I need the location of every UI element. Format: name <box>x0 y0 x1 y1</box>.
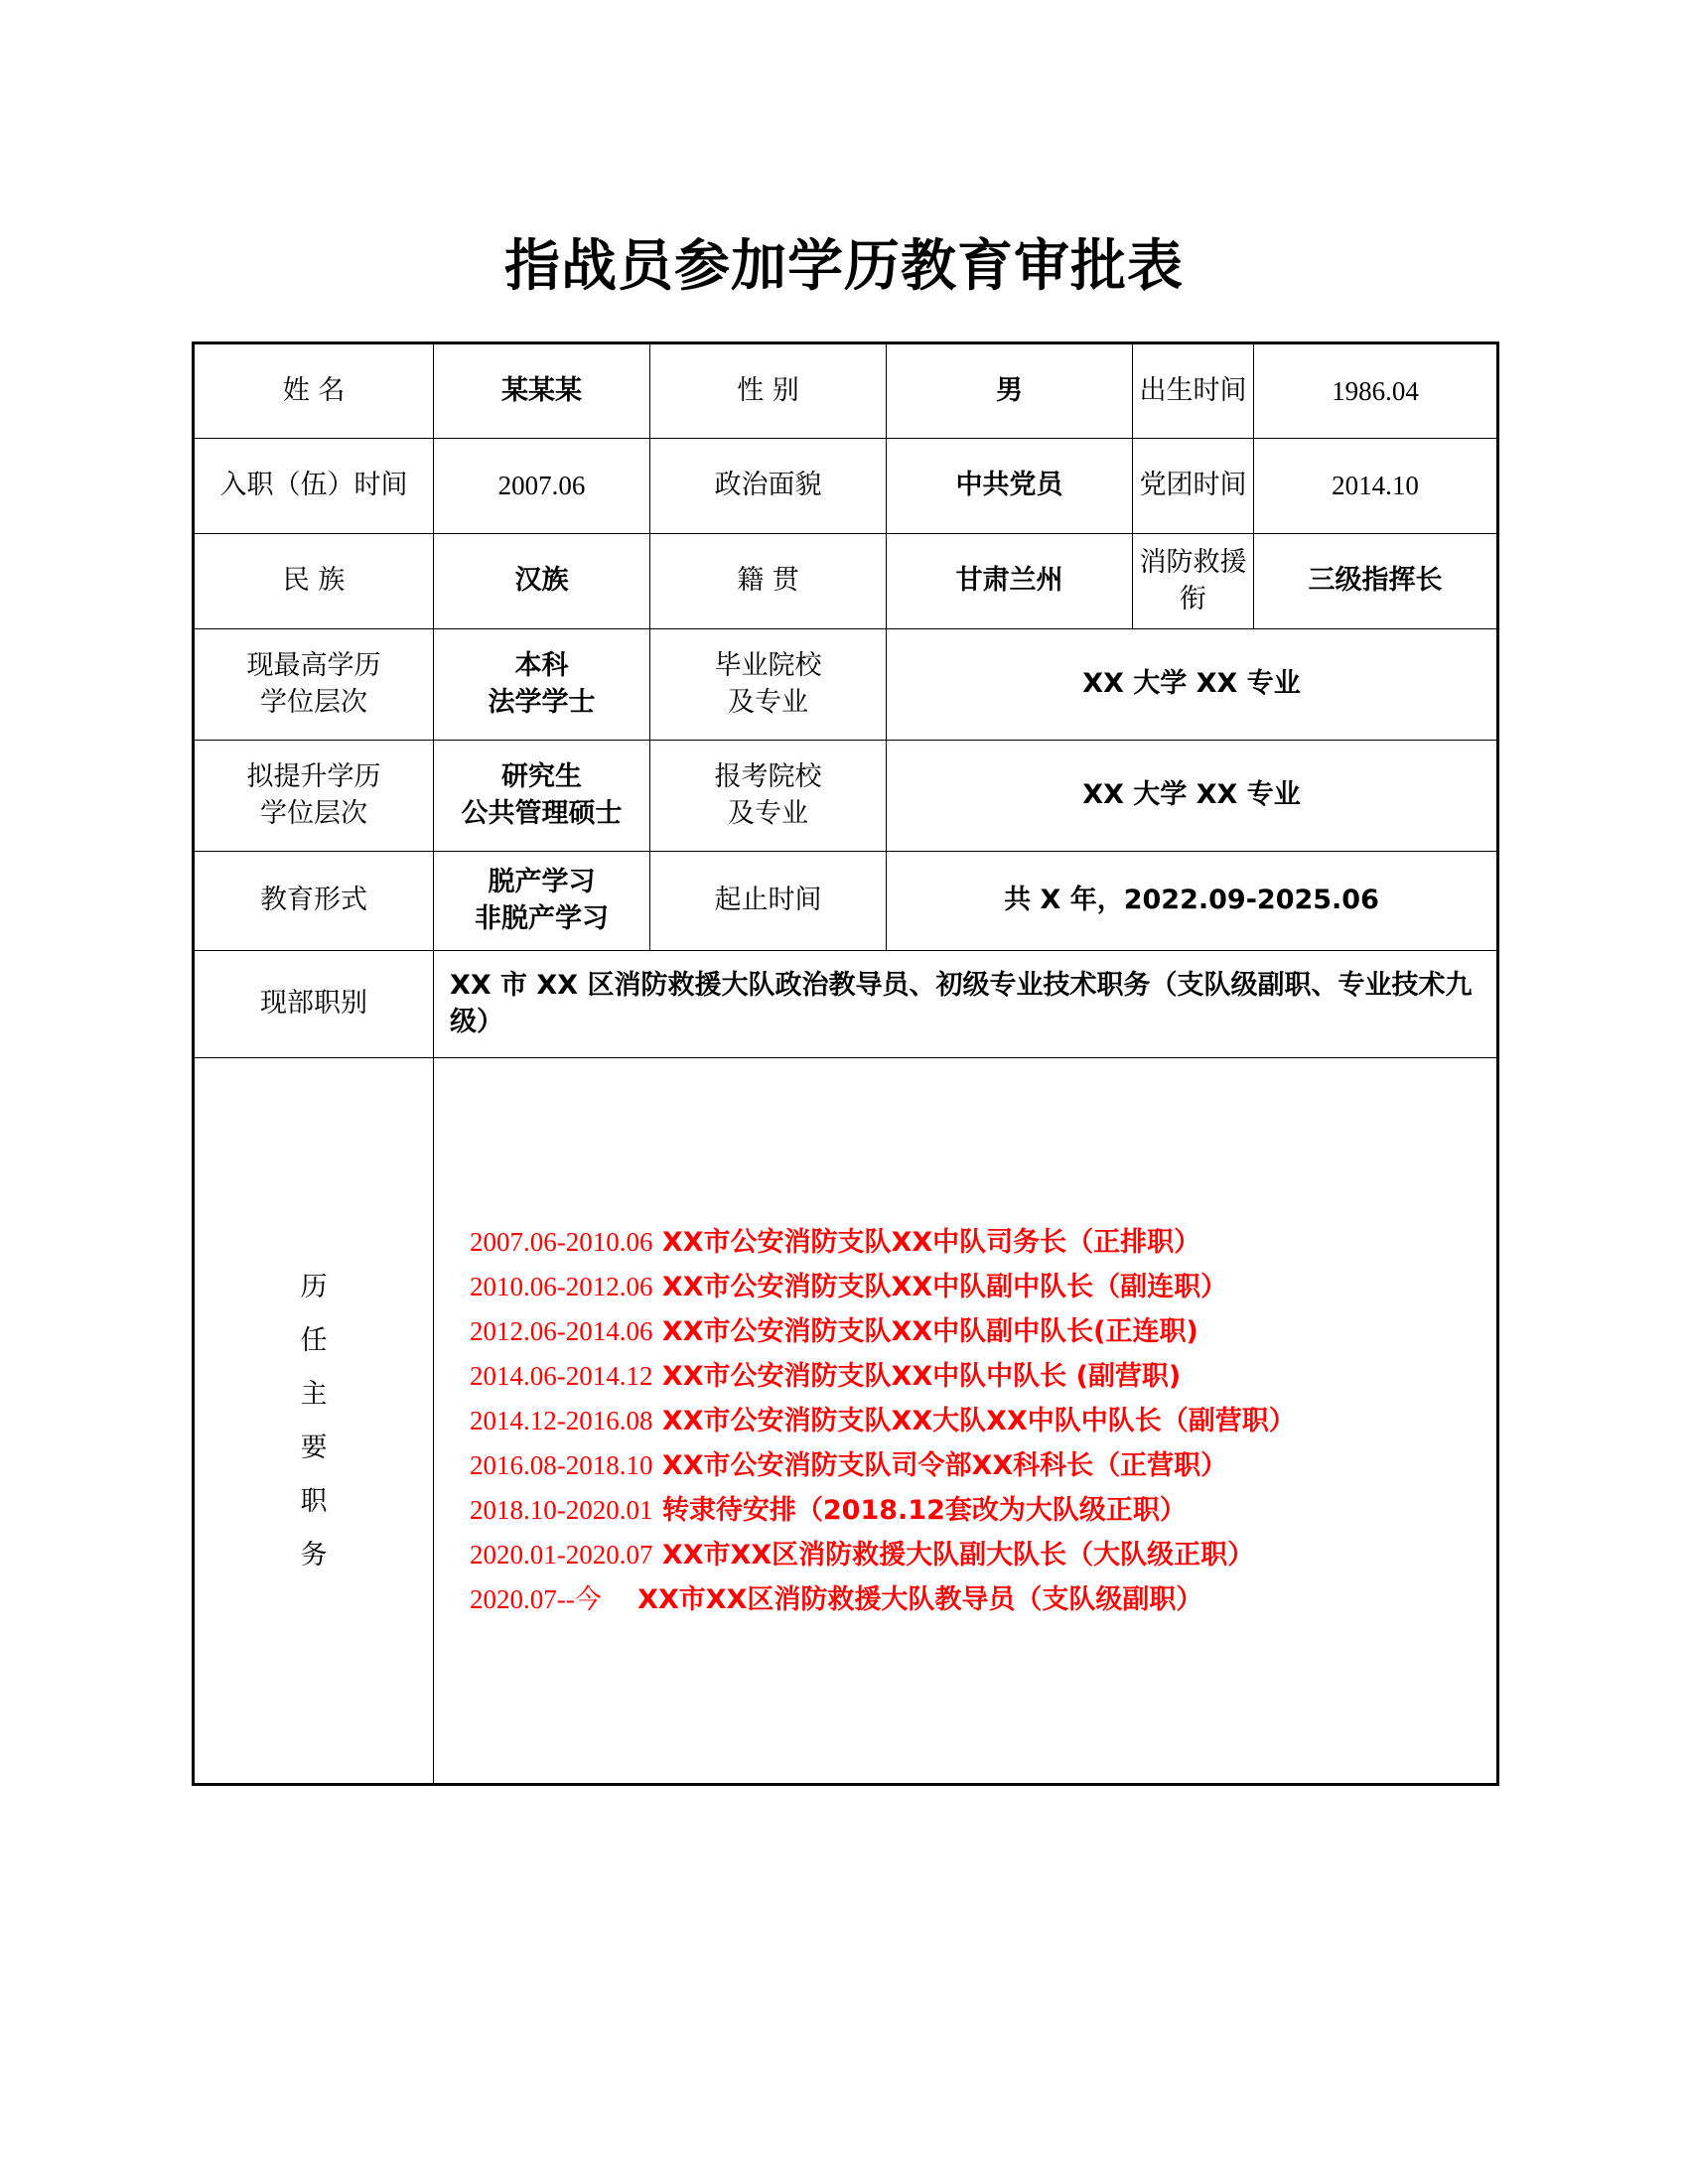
target-education-label-line2: 学位层次 <box>260 797 367 829</box>
enlist-date-label: 入职（伍）时间 <box>194 439 434 534</box>
origin-label: 籍 贯 <box>650 534 887 629</box>
graduate-school-value[interactable]: XX 大学 XX 专业 <box>887 629 1498 741</box>
fire-rank-label-line1: 消防救援 <box>1139 547 1247 579</box>
apply-school-value[interactable]: XX 大学 XX 专业 <box>887 741 1498 852</box>
highest-education-value-line1: 本科 <box>514 650 569 682</box>
career-history-item-text: XX市XX区消防救援大队教导员（支队级副职） <box>601 1583 1203 1615</box>
career-history-list <box>470 1220 1496 1622</box>
career-history-item <box>470 1265 1496 1309</box>
career-history-item <box>470 1533 1496 1577</box>
graduate-school-label-line1: 毕业院校 <box>714 650 822 682</box>
career-history-item-date: 2018.10-2020.01 <box>470 1494 653 1525</box>
current-position-value[interactable]: XX 市 XX 区消防救援大队政治教导员、初级专业技术职务（支队级副职、专业技术九级） <box>434 951 1498 1058</box>
gender-label: 性 别 <box>650 343 887 439</box>
table-row-career-history <box>194 1058 1498 1785</box>
career-history-item <box>470 1488 1496 1533</box>
table-row-current-education <box>194 629 1498 741</box>
career-history-item-date: 2010.06-2012.06 <box>470 1271 653 1301</box>
table-row-target-education <box>194 741 1498 852</box>
career-history-item-date: 2012.06-2014.06 <box>470 1315 653 1346</box>
education-form-label: 教育形式 <box>194 852 434 951</box>
table-row-basic-3 <box>194 534 1498 629</box>
career-history-item-text: XX市公安消防支队XX中队副中队长（副连职） <box>652 1271 1228 1302</box>
career-history-item-text: XX市公安消防支队XX中队中队长 (副营职) <box>652 1360 1182 1392</box>
career-history-label-char: 历 <box>300 1271 328 1302</box>
education-form-value[interactable] <box>434 852 650 951</box>
career-history-item-text: XX市公安消防支队司令部XX科科长（正营职） <box>652 1449 1228 1481</box>
party-date-value[interactable]: 2014.10 <box>1254 439 1498 534</box>
target-education-value-line1: 研究生 <box>501 761 582 793</box>
career-history-item-text: XX市公安消防支队XX大队XX中队中队长（副营职） <box>652 1405 1296 1436</box>
highest-education-label-line2: 学位层次 <box>260 686 367 718</box>
career-history-label-char: 职 <box>300 1485 328 1517</box>
gender-value[interactable]: 男 <box>887 343 1133 439</box>
table-row-basic-1 <box>194 343 1498 439</box>
apply-school-label <box>650 741 887 852</box>
career-history-item-date: 2020.07--今 <box>470 1583 602 1614</box>
political-status-value[interactable]: 中共党员 <box>887 439 1133 534</box>
origin-value[interactable]: 甘肃兰州 <box>887 534 1133 629</box>
party-date-label: 党团时间 <box>1133 439 1254 534</box>
career-history-label <box>194 1058 434 1785</box>
birth-value[interactable]: 1986.04 <box>1254 343 1498 439</box>
apply-school-label-line1: 报考院校 <box>714 761 822 793</box>
career-history-item-date: 2014.12-2016.08 <box>470 1405 653 1435</box>
career-history-item-text: XX市XX区消防救援大队副大队长（大队级正职） <box>652 1539 1255 1570</box>
career-history-label-char: 务 <box>300 1539 328 1570</box>
enlist-date-value[interactable]: 2007.06 <box>434 439 650 534</box>
name-label: 姓 名 <box>194 343 434 439</box>
career-history-item <box>470 1354 1496 1399</box>
fire-rank-label-line2: 衔 <box>1180 583 1206 614</box>
career-history-item-date: 2020.01-2020.07 <box>470 1539 653 1570</box>
birth-label: 出生时间 <box>1133 343 1254 439</box>
highest-education-label <box>194 629 434 741</box>
target-education-value[interactable] <box>434 741 650 852</box>
career-history-item <box>470 1577 1496 1622</box>
education-form-value-line2: 非脱产学习 <box>475 902 609 934</box>
period-label: 起止时间 <box>650 852 887 951</box>
career-history-label-char: 主 <box>300 1378 328 1410</box>
fire-rank-value[interactable]: 三级指挥长 <box>1254 534 1498 629</box>
career-history-item-date: 2014.06-2014.12 <box>470 1360 653 1391</box>
career-history-label-char: 要 <box>300 1432 328 1463</box>
name-value[interactable]: 某某某 <box>434 343 650 439</box>
political-status-label: 政治面貌 <box>650 439 887 534</box>
career-history-item-date: 2016.08-2018.10 <box>470 1449 653 1480</box>
fire-rank-label <box>1133 534 1254 629</box>
graduate-school-label <box>650 629 887 741</box>
career-history-item-text: XX市公安消防支队XX中队副中队长(正连职) <box>652 1315 1198 1347</box>
period-value[interactable]: 共 X 年，2022.09-2025.06 <box>887 852 1498 951</box>
target-education-label-line1: 拟提升学历 <box>246 761 381 793</box>
career-history-label-char: 任 <box>300 1324 328 1356</box>
table-row-basic-2 <box>194 439 1498 534</box>
table-row-current-position <box>194 951 1498 1058</box>
career-history-item-text: 转隶待安排（2018.12套改为大队级正职） <box>652 1494 1187 1526</box>
page-title: 指战员参加学历教育审批表 <box>504 234 1184 299</box>
ethnicity-label: 民 族 <box>194 534 434 629</box>
approval-form-table <box>192 341 1499 1786</box>
highest-education-value[interactable] <box>434 629 650 741</box>
target-education-value-line2: 公共管理硕士 <box>461 797 623 829</box>
career-history-body <box>434 1058 1498 1785</box>
apply-school-label-line2: 及专业 <box>728 797 808 829</box>
table-row-education-form <box>194 852 1498 951</box>
career-history-item <box>470 1309 1496 1354</box>
career-history-item <box>470 1220 1496 1265</box>
highest-education-label-line1: 现最高学历 <box>246 650 381 682</box>
career-history-item-date: 2007.06-2010.06 <box>470 1226 653 1257</box>
graduate-school-label-line2: 及专业 <box>728 686 808 718</box>
ethnicity-value[interactable]: 汉族 <box>434 534 650 629</box>
career-history-item <box>470 1399 1496 1443</box>
current-position-label: 现部职别 <box>194 951 434 1058</box>
career-history-label-chars <box>195 1271 433 1570</box>
highest-education-value-line2: 法学学士 <box>488 686 596 718</box>
career-history-item-text: XX市公安消防支队XX中队司务长（正排职） <box>652 1226 1201 1258</box>
career-history-item <box>470 1443 1496 1488</box>
target-education-label <box>194 741 434 852</box>
education-form-value-line1: 脱产学习 <box>488 867 596 898</box>
